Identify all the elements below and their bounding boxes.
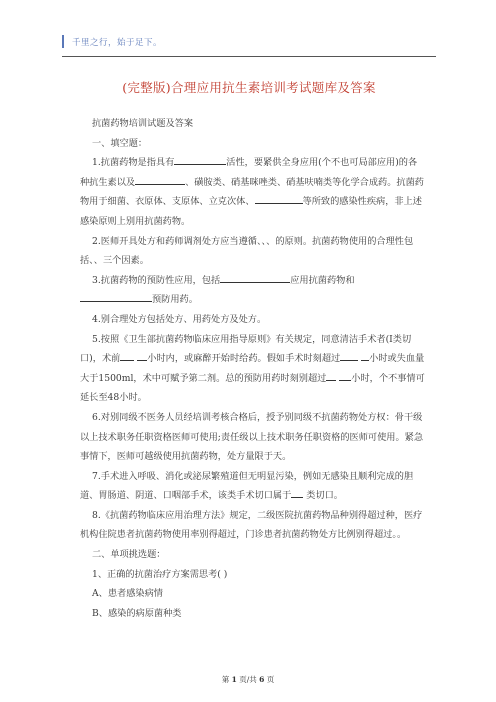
answer-blank xyxy=(255,193,303,204)
question-2: 2.医师开具处方和药师调剂处方应当遵循、、、的原则。抗菌药物使用的合理性包括、、三个因素。 xyxy=(80,235,414,267)
question-6: 6.对别同级不医务人员经培训考核合格后，授予别同级不抗菌药物处方权：骨干级以上技术职务任职资格医师可使用;责任级以上技术职务任职资格的医师可使用。紧急事情下，医师可越级使用抗菌药物，处方量限于天。 xyxy=(80,411,424,463)
section-heading-single-choice: 二、单项挑选题： xyxy=(92,549,166,561)
answer-blank xyxy=(135,174,185,185)
answer-blank xyxy=(174,154,226,165)
answer-blank xyxy=(326,370,336,381)
page-header xyxy=(62,34,162,49)
choice-option-b: B、感染的病原菌种类 xyxy=(92,607,182,619)
answer-blank xyxy=(340,350,358,361)
answer-blank xyxy=(361,350,369,361)
header-accent-bar xyxy=(62,35,64,48)
total-page-count: 6 xyxy=(259,675,265,684)
question-4: 4.别合理处方包括处方、用药处方及处方。 xyxy=(92,313,267,325)
answer-blank xyxy=(120,350,134,361)
answer-blank xyxy=(291,487,303,498)
question-3: 3.抗菌药物的预防性应用，包括 应用抗菌药物和 预防用药。 xyxy=(80,271,426,310)
document-subtitle: 抗菌药物培训试题及答案 xyxy=(92,118,194,129)
question-1: 1.抗菌药物是指具有 活性，要紧供全身应用(个不也可局部应用)的各种抗生素以及 、磺胺类、硝基咪唑类、硝基呋喃类等化学合成药。抗菌药物用于细菌、衣原体、支原体、立克次体、 等所致的感染性疾病，非上述感染原则上别用抗菌药物。 xyxy=(80,153,426,231)
answer-blank xyxy=(339,370,351,381)
question-8: 8.《抗菌药物临床应用治理方法》规定，二级医院抗菌药物品种别得超过种，医疗机构住院患者抗菌药物使用率别得超过，门诊患者抗菌药物处方比例别得超过。。 xyxy=(80,509,423,541)
current-page-number: 1 xyxy=(231,675,237,684)
header-divider xyxy=(62,56,436,57)
document-body xyxy=(80,114,426,623)
page-footer: 第 1 页/共 6 页 xyxy=(221,675,275,684)
choice-question-1: 1、正确的抗菌治疗方案需思考( ) xyxy=(92,568,228,580)
header-motto: 千里之行，始于足下。 xyxy=(72,37,163,48)
section-heading-fill-in: 一、填空题： xyxy=(92,137,148,149)
document-title: (完整版)合理应用抗生素培训考试题库及答案 xyxy=(122,80,376,95)
question-7: 7.手术进入呼吸、消化或泌尿繁殖道但无明显污染，例如无感染且顺利完成的胆道、胃肠道、阴道、口咽部手术，该类手术切口属于 类切口。 xyxy=(80,470,414,502)
answer-blank xyxy=(80,291,152,302)
answer-blank xyxy=(137,350,147,361)
question-5: 5.按照《卫生部抗菌药物临床应用指导原则》有关规定，同意清洁手术者(Ⅰ类切口)，术前 小时内，或麻醉开始时给药。假如手术时刻超过 小时或失血量大于1500ml，术中可赋予第二剂。总的预防用药时刻别超过 小时，个不事情可延长至48小时。 xyxy=(80,333,425,404)
answer-blank xyxy=(220,272,290,283)
choice-option-a: A、患者感染病情 xyxy=(92,588,163,600)
